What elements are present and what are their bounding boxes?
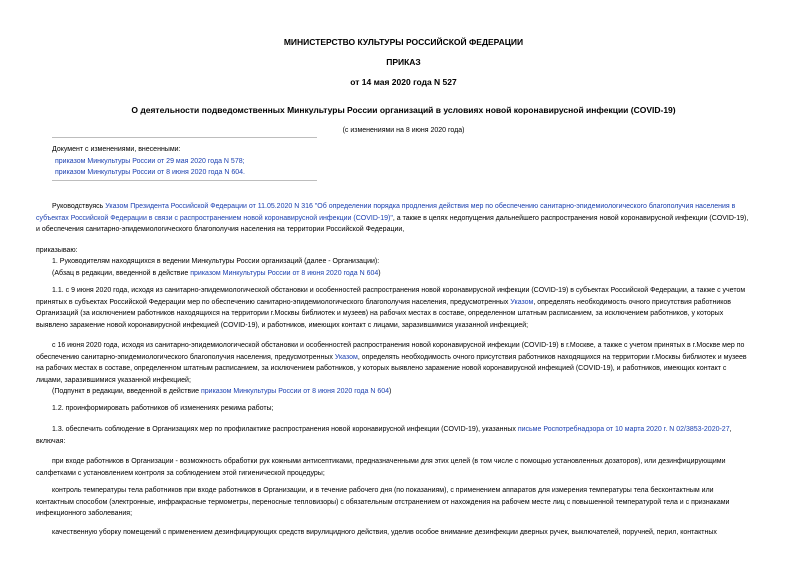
item-1-1: 1.1. с 9 июня 2020 года, исходя из санитарно-эпидемиологической обстановки и особенностей распространения новой коронавирусной инфекции (COVID-19) в субъектах Российской Федерации, а также с учетом принятых в субъектах Российской Федерации мер по обеспечению санитарно-эпидемиологического благополучия населения, предусмотренных Указом, определять необходимость очного присутствия работников Организаций (за исключением работников находящихся на территории г.Москвы библиотек и музеев) на рабочих местах в составе, определенном штатным расписанием, за исключением работников, у которых выявлено заражение новой коронавирусной инфекцией (COVID-19), и работников, имеющих контакт с лицами, заразившимися указанной инфекцией; bbox=[36, 287, 746, 329]
item-1: 1. Руководителям находящихся в ведении Минкультуры России организаций (далее - Организации): (Абзац в редакции, введенной в действие приказом Минкультуры России от 8 июня 2020 года N 604) bbox=[52, 258, 381, 277]
amendments-block bbox=[52, 144, 245, 179]
amendment-link-1[interactable]: приказом Минкультуры России от 29 мая 2020 года N 578; bbox=[55, 157, 245, 165]
amendment-link-2[interactable]: приказом Минкультуры России от 8 июня 2020 года N 604. bbox=[55, 169, 245, 176]
preamble-paragraph: Руководствуясь Указом Президента Российской Федерации от 11.05.2020 N 316 "Об определении порядка продления действия мер по обеспечению санитарно-эпидемиологического благополучия населения в субъектах Российской Федерации в связи с распространением новой коронавирусной инфекции (COVID-19)", а также в целях недопущения дальнейшего распространения новой коронавирусной инфекции (COVID-19), и обеспечения санитарно-эпидемиологического благополучия населения на территории Российской Федерации, bbox=[36, 203, 749, 233]
decree-link-cont[interactable]: субъектах Российской Федерации в связи с распространением новой коронавирусной инфекции (COVID-19)" bbox=[36, 214, 393, 222]
rospotrebnadzor-letter-link[interactable]: письме Роспотребнадзора от 10 марта 2020 г. N 02/3853-2020-27 bbox=[517, 426, 730, 433]
item-1-3-cleaning: качественную уборку помещений с применением дезинфицирующих средств вирулицидного действия, уделив особое внимание дезинфекции дверных ручек, выключателей, поручней, перил, контактных bbox=[52, 529, 717, 536]
ukaz-link-2[interactable]: Указом bbox=[334, 353, 358, 361]
amendments-bottom-rule bbox=[52, 180, 317, 181]
amendments-top-rule bbox=[52, 137, 317, 138]
item-1-3-temperature: контроль температуры тела работников при входе работников в Организации, и в течение рабочего дня (по показаниям), с применением аппаратов для измерения температуры тела бесконтактным или контактным способом (электронные, инфракрасные термометры, переносные тепловизоры) с обязательным отстранением от нахождения на рабочем месте лиц с повышенной температурой тела и с признаками инфекционного заболевания; bbox=[36, 487, 730, 517]
ukaz-link[interactable]: Указом bbox=[510, 298, 534, 306]
document-type: ПРИКАЗ bbox=[386, 57, 421, 67]
decree-link[interactable]: Указом Президента Российской Федерации от 11.05.2020 N 316 "Об определении порядка продления действия мер по обеспечению санитарно-эпидемиологического благополучия населения в bbox=[105, 203, 736, 210]
item-1-3-antiseptic: при входе работников в Организации - возможность обработки рук кожными антисептиками, предназначенными для этих целей (в том числе с помощью установленных дозаторов), или дезинфицирующими салфетками с установлением контроля за соблюдением этой гигиенической процедуры; bbox=[36, 458, 726, 477]
order-word: приказываю: bbox=[36, 247, 78, 254]
amendment-604-link-2[interactable]: приказом Минкультуры России от 8 июня 2020 года N 604 bbox=[200, 388, 389, 395]
revision-note: (с изменениями на 8 июня 2020 года) bbox=[342, 127, 465, 134]
amendments-heading: Документ с изменениями, внесенными: bbox=[52, 146, 181, 153]
document-date-number: от 14 мая 2020 года N 527 bbox=[350, 77, 457, 87]
document-title: О деятельности подведомственных Минкультуры России организаций в условиях новой коронавирусной инфекции (COVID-19) bbox=[131, 105, 676, 115]
ministry-name: МИНИСТЕРСТВО КУЛЬТУРЫ РОССИЙСКОЙ ФЕДЕРАЦИИ bbox=[283, 37, 524, 47]
amendment-604-link[interactable]: приказом Минкультуры России от 8 июня 2020 года N 604 bbox=[190, 269, 379, 277]
item-1-3: 1.3. обеспечить соблюдение в Организациях мер по профилактике распространения новой коронавирусной инфекции (COVID-19), указанных письме Роспотребнадзора от 10 марта 2020 г. N 02/3853-2020-27, включая: bbox=[36, 426, 732, 445]
item-1-2: 1.2. проинформировать работников об изменениях режима работы; bbox=[52, 405, 274, 412]
item-1-1-moscow: с 16 июня 2020 года, исходя из санитарно-эпидемиологической обстановки и особенностей распространения новой коронавирусной инфекции (COVID-19) в г.Москве, а также с учетом принятых в г.Москве мер по обеспечению санитарно-эпидемиологического благополучия населения, предусмотренных Указом, определять необходимость очного присутствия работников находящихся на территории г.Москвы библиотек и музеев на рабочих местах в составе, определенном штатным расписанием, за исключением работников, у которых выявлено заражение новой коронавирусной инфекцией (COVID-19), и работников, имеющих контакт с лицами, заразившимися указанной инфекцией; (Подпункт в редакции, введенной в действие приказом Минкультуры России от 8 июня 2020 года N 604) bbox=[36, 342, 747, 395]
